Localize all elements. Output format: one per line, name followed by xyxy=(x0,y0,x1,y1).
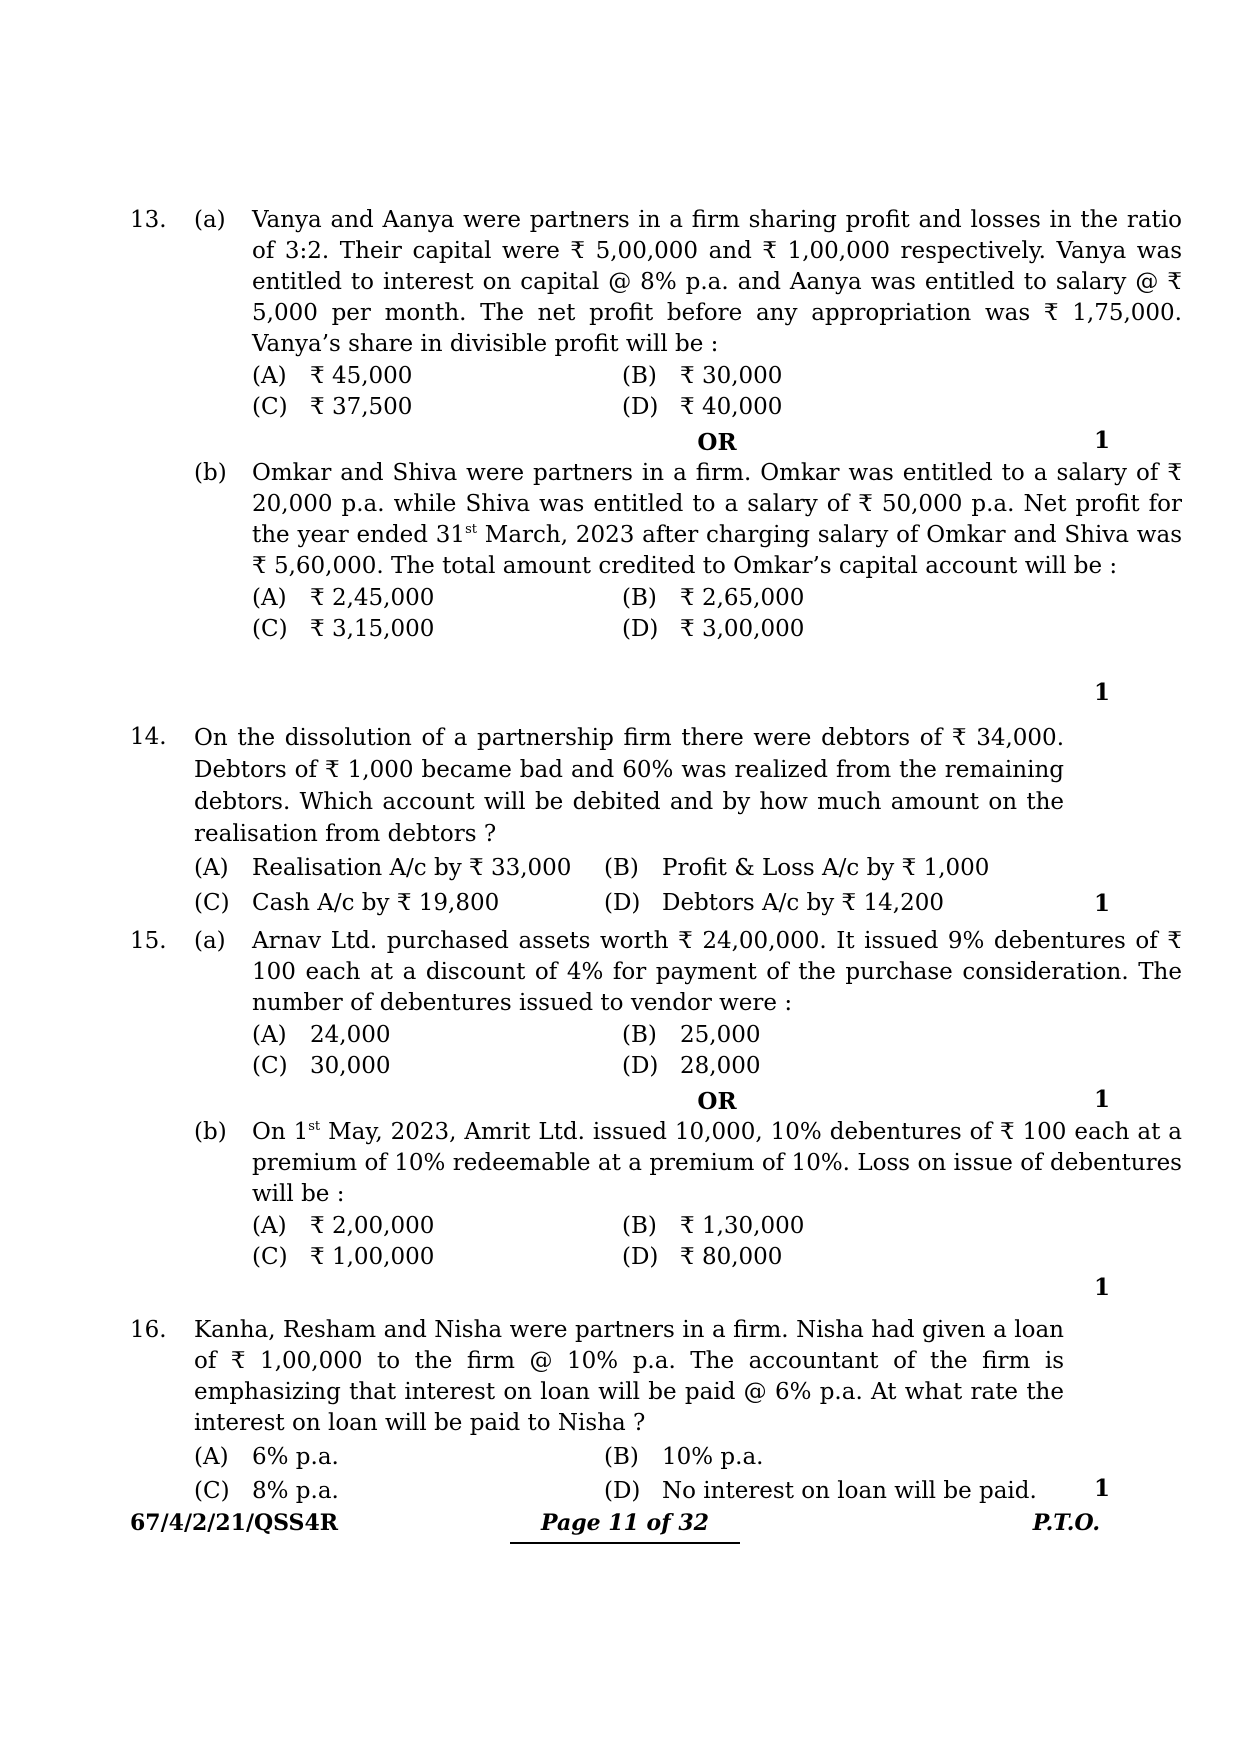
question-stem: On the dissolution of a partnership firm there were debtors of ₹ 34,000. Debtors of ₹ 1,000 became bad and 60% was realized from the remaining debtors. Which account will be debited and by how much amount on the realisation from debtors ? xyxy=(194,725,1064,847)
option-d: (D) 28,000 xyxy=(622,1053,761,1079)
marks: 1 xyxy=(1093,1086,1110,1113)
part-label: (a) xyxy=(194,928,226,954)
options-grid xyxy=(252,1211,1130,1277)
option-c: (C) 8% p.a. xyxy=(194,1478,339,1504)
pto-label: P.T.O. xyxy=(1032,1510,1100,1536)
page-number: Page 11 of 32 xyxy=(510,1510,740,1544)
marks: 1 xyxy=(1093,890,1110,917)
question-16-body xyxy=(130,1315,1130,1512)
option-d: (D) Debtors A/c by ₹ 14,200 xyxy=(604,890,944,916)
question-stem: Arnav Ltd. purchased assets worth ₹ 24,00,000. It issued 9% debentures of ₹ 100 each at a discount of 4% for payment of the purchase consideration. The number of debentures issued to vendor were : xyxy=(252,928,1182,1016)
option-a: (A) ₹ 2,00,000 xyxy=(252,1213,435,1239)
question-stem: Kanha, Resham and Nisha were partners in a firm. Nisha had given a loan of ₹ 1,00,000 to the firm @ 10% p.a. The accountant of the firm is emphasizing that interest on loan will be paid @ 6% p.a. At what rate the interest on loan will be paid to Nisha ? xyxy=(194,1317,1064,1436)
or-divider: OR xyxy=(697,429,737,456)
question-15a xyxy=(130,926,1182,1086)
question-16 xyxy=(130,1315,1130,1512)
option-d: (D) ₹ 40,000 xyxy=(622,394,783,420)
option-b: (B) Profit & Loss A/c by ₹ 1,000 xyxy=(604,855,990,881)
option-c: (C) ₹ 37,500 xyxy=(252,394,413,420)
option-c: (C) 30,000 xyxy=(252,1053,391,1079)
question-15b xyxy=(130,1117,1182,1277)
marks: 1 xyxy=(1093,1475,1110,1502)
option-c: (C) ₹ 1,00,000 xyxy=(252,1244,435,1270)
option-b: (B) ₹ 30,000 xyxy=(622,363,783,389)
question-14-body xyxy=(130,722,1130,923)
part-label: (a) xyxy=(194,207,226,233)
option-b: (B) ₹ 1,30,000 xyxy=(622,1213,805,1239)
option-a: (A) ₹ 45,000 xyxy=(252,363,413,389)
options-grid xyxy=(194,1442,1130,1512)
question-stem: Omkar and Shiva were partners in a firm. Omkar was entitled to a salary of ₹ 20,000 p.a. while Shiva was entitled to a salary of ₹ 50,000 p.a. Net profit for the year ended 31st March, 2023 after charging salary of Omkar and Shiva was ₹ 5,60,000. The total amount credited to Omkar’s capital account will be : xyxy=(252,460,1182,579)
option-a: (A) 6% p.a. xyxy=(194,1444,339,1470)
options-grid xyxy=(252,361,1130,427)
question-14 xyxy=(130,722,1130,923)
question-13b xyxy=(130,458,1182,649)
question-number: 15. xyxy=(130,928,167,954)
marks: 1 xyxy=(1093,1274,1110,1301)
option-a: (A) 24,000 xyxy=(252,1022,391,1048)
option-a: (A) Realisation A/c by ₹ 33,000 xyxy=(194,855,572,881)
option-d: (D) ₹ 3,00,000 xyxy=(622,616,805,642)
part-label: (b) xyxy=(194,460,227,486)
question-13 xyxy=(130,205,1182,706)
question-number: 14. xyxy=(130,724,167,750)
options-grid xyxy=(194,853,1130,923)
part-label: (b) xyxy=(194,1119,227,1145)
options-grid xyxy=(252,583,1130,649)
option-a: (A) ₹ 2,45,000 xyxy=(252,585,435,611)
option-d: (D) ₹ 80,000 xyxy=(622,1244,783,1270)
page-footer xyxy=(130,1510,1110,1550)
question-13a xyxy=(130,205,1182,427)
option-d: (D) No interest on loan will be paid. xyxy=(604,1478,1037,1504)
question-number: 13. xyxy=(130,207,167,233)
question-15 xyxy=(130,926,1182,1301)
marks: 1 xyxy=(1093,679,1110,706)
question-stem: Vanya and Aanya were partners in a firm sharing profit and losses in the ratio of 3:2. Their capital were ₹ 5,00,000 and ₹ 1,00,000 respectively. Vanya was entitled to interest on capital @ 8% p.a. and Aanya was entitled to salary @ ₹ 5,000 per month. The net profit before any appropriation was ₹ 1,75,000. Vanya’s share in divisible profit will be : xyxy=(252,207,1182,357)
option-b: (B) ₹ 2,65,000 xyxy=(622,585,805,611)
question-number: 16. xyxy=(130,1317,167,1343)
option-c: (C) ₹ 3,15,000 xyxy=(252,616,435,642)
option-b: (B) 25,000 xyxy=(622,1022,761,1048)
or-divider: OR xyxy=(697,1088,737,1115)
question-stem: On 1st May, 2023, Amrit Ltd. issued 10,000, 10% debentures of ₹ 100 each at a premium of 10% redeemable at a premium of 10%. Loss on issue of debentures will be : xyxy=(252,1119,1182,1207)
option-b: (B) 10% p.a. xyxy=(604,1444,764,1470)
option-c: (C) Cash A/c by ₹ 19,800 xyxy=(194,890,500,916)
options-grid xyxy=(252,1020,1130,1086)
paper-code: 67/4/2/21/QSS4R xyxy=(130,1510,339,1536)
marks: 1 xyxy=(1093,427,1110,454)
